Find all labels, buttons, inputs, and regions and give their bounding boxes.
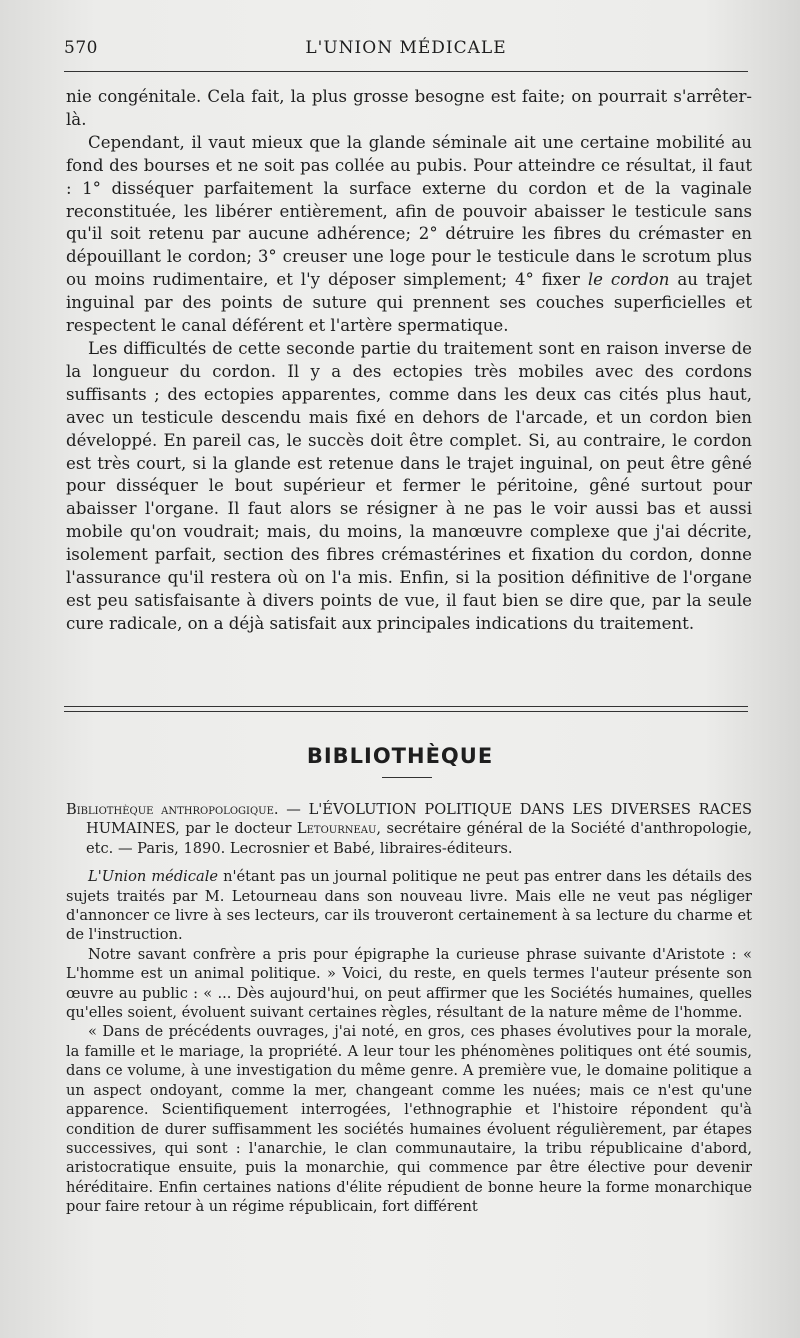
paragraph: « Dans de précédents ouvrages, j'ai noté, en gros, ces phases évolutives pour la morale, la famille et le mariage, la propriété. A leur tour les phénomènes politiques ont été soumis, dans ce volume, à une investigation du même genre. A première vue, le domaine politique a un aspect ondoyant, comme la mer, changeant comme les nuées; mais ce n'est qu'une apparence. Scientifiquement interrogées, l'ethnographie et l'histoire répondent qu'à condition de durer suffisamment les sociétés humaines évoluent régulièrement, par étapes successives, qui sont : l'anarchie, le clan communautaire, la tribu républicaine d'abord, aristocratique ensuite, puis la monarchie, qui commence par être élective pour devenir héréditaire. Enfin certaines nations d'élite répudient de bonne heure la forme monarchique pour faire retour à un régime républicain, fort différent	[66, 1023, 752, 1216]
paragraph: nie congénitale. Cela fait, la plus grosse besogne est faite; on pourrait s'arrêter-là.	[66, 87, 752, 129]
journal-name: L'Union médicale	[88, 868, 219, 886]
paragraph: L'Union médicale n'étant pas un journal politique ne peut pas entrer dans les détails des sujets traités par M. Letourneau dans son nouveau livre. Mais elle ne veut pas négliger d'annoncer ce livre à ses lecteurs, car ils trouveront certainement à sa lecture du charme et de l'instruction.	[66, 868, 753, 944]
section-title-rule	[382, 777, 432, 778]
book-review	[66, 800, 752, 1217]
emphasis: le cordon	[587, 270, 670, 290]
paragraph: Les difficultés de cette seconde partie du traitement sont en raison inverse de la longueur du cordon. Il y a des ectopies très mobiles avec des cordons suffisants ; des ectopies apparentes, comme dans les deux cas cités plus haut, avec un testicule descendu mais fixé en dehors de l'arcade, et un cordon bien développé. En pareil cas, le succès doit être complet. Si, au contraire, le cordon est très court, si la glande est retenue dans le trajet inguinal, on peut être gêné pour disséquer le bout supérieur et fermer le péritoine, gêné surtout pour abaisser l'organe. Il faut alors se résigner à ne pas le voir aussi bas et aussi mobile qu'on voudrait; mais, du moins, la manœuvre complexe que j'ai décrite, isolement parfait, section des fibres crémastérines et fixation du cordon, donne l'assurance qu'il restera où on l'a mis. Enfin, si la position définitive de l'organe est peu satisfaisante à divers points de vue, il faut bien se dire que, par la seule cure radicale, on a déjà satisfait aux principales indications du traitement.	[66, 338, 752, 633]
section-title: BIBLIOTHÈQUE	[306, 744, 494, 768]
header-rule	[64, 71, 748, 72]
author-name: Letourneau	[296, 820, 377, 838]
page-number: 570	[64, 38, 98, 58]
section-divider	[64, 706, 748, 712]
running-title: L'UNION MÉDICALE	[305, 38, 507, 58]
paragraph: Cependant, il vaut mieux que la glande séminale ait une certaine mobilité au fond des bourses et ne soit pas collée au pubis. Pour atteindre ce résultat, il faut : 1° disséquer parfaitement la surface externe du cordon et de la vaginale reconstituée, les libérer entièrement, afin de pouvoir abaisser le testicule sans qu'il soit retenu par aucune adhérence; 2° détruire les fibres du crémaster en dépouillant le cordon; 3° creuser une loge pour le testicule dans le scrotum plus ou moins rudimentaire, et l'y déposer simplement; 4° fixer le cordon au trajet inguinal par des points de suture qui prennent ses couches superficielles et respectent le canal déférent et l'artère spermatique.	[66, 132, 753, 336]
article-continuation	[66, 86, 752, 636]
paragraph: Notre savant confrère a pris pour épigraphe la curieuse phrase suivante d'Aristote : « L'homme est un animal politique. » Voici, du reste, en quels termes l'auteur présente son œuvre au public : « ... Dès aujourd'hui, on peut affirmer que les Sociétés humaines, quelles qu'elles soient, évoluent suivant certaines règles, résultant de la nature même de l'homme.	[66, 945, 752, 1022]
page-header	[64, 34, 748, 64]
bibliographic-reference: Bibliothèque anthropologique. — L'ÉVOLUTION POLITIQUE DANS LES DIVERSES RACES HUMAINES, par le docteur Letourneau, secrétaire général de la Société d'anthropologie, etc. — Paris, 1890. Lecrosnier et Babé, libraires-éditeurs.	[66, 801, 753, 857]
series-name: Bibliothèque anthropologique.	[66, 801, 279, 818]
